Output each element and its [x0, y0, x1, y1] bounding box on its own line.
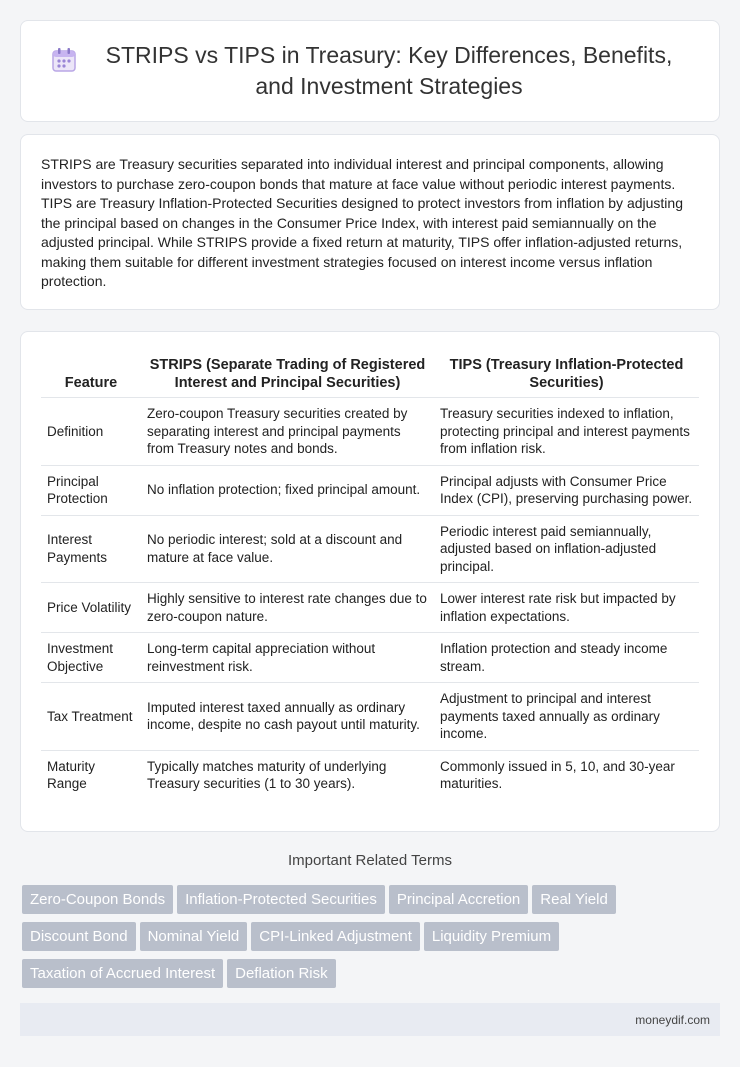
row-strips: No periodic interest; sold at a discount and mature at face value. — [141, 515, 434, 583]
related-term-tag[interactable]: Discount Bond — [22, 922, 136, 951]
row-tips: Inflation protection and steady income stream. — [434, 633, 699, 683]
row-tips: Lower interest rate risk but impacted by inflation expectations. — [434, 583, 699, 633]
footer — [20, 1003, 720, 1036]
row-feature: Investment Objective — [41, 633, 141, 683]
related-term-tag[interactable]: Real Yield — [532, 885, 616, 914]
row-tips: Periodic interest paid semiannually, adjusted based on inflation-adjusted principal. — [434, 515, 699, 583]
row-strips: Long-term capital appreciation without reinvestment risk. — [141, 633, 434, 683]
row-strips: Imputed interest taxed annually as ordinary income, despite no cash payout until maturity. — [141, 683, 434, 751]
comparison-table-card — [20, 331, 720, 832]
related-term-tag[interactable]: Zero-Coupon Bonds — [22, 885, 173, 914]
title-card — [20, 20, 720, 122]
intro-text: STRIPS are Treasury securities separated into individual interest and principal components, allowing investors to purchase zero-coupon bonds that mature at face value without periodic interest payments. TIPS are Treasury Inflation-Protected Securities designed to protect investors from inflation by adjusting the principal based on changes in the Consumer Price Index, with interest paid semiannually on the adjusted principal. While STRIPS provide a fixed return at maturity, TIPS offer inflation-adjusted returns, making them suitable for different investment strategies focused on interest income versus inflation protection. — [41, 156, 683, 289]
table-row — [41, 465, 699, 515]
related-terms-list — [22, 885, 722, 996]
row-feature: Tax Treatment — [41, 683, 141, 751]
row-strips: Highly sensitive to interest rate changes due to zero-coupon nature. — [141, 583, 434, 633]
footer-site-link[interactable]: moneydif.com — [635, 1013, 710, 1027]
related-term-tag[interactable]: Liquidity Premium — [424, 922, 559, 951]
table-row — [41, 683, 699, 751]
related-term-tag[interactable]: Nominal Yield — [140, 922, 248, 951]
row-strips: No inflation protection; fixed principal amount. — [141, 465, 434, 515]
row-strips: Typically matches maturity of underlying Treasury securities (1 to 30 years). — [141, 750, 434, 800]
comparison-table — [41, 354, 699, 800]
row-tips: Commonly issued in 5, 10, and 30-year maturities. — [434, 750, 699, 800]
row-tips: Treasury securities indexed to inflation, protecting principal and interest payments from inflation risk. — [434, 398, 699, 466]
row-tips: Adjustment to principal and interest payments taxed annually as ordinary income. — [434, 683, 699, 751]
table-row — [41, 750, 699, 800]
row-feature: Interest Payments — [41, 515, 141, 583]
calendar-icon — [50, 46, 78, 74]
header-tips: TIPS (Treasury Inflation-Protected Securities) — [449, 357, 684, 391]
title-wrap — [50, 40, 690, 102]
related-terms-heading: Important Related Terms — [288, 852, 452, 869]
row-feature: Maturity Range — [41, 750, 141, 800]
header-feature: Feature — [64, 375, 118, 391]
page-title: STRIPS vs TIPS in Treasury: Key Differences, Benefits, and Investment Strategies — [105, 42, 673, 99]
related-term-tag[interactable]: Taxation of Accrued Interest — [22, 959, 223, 988]
row-strips: Zero-coupon Treasury securities created by separating interest and principal payments from Treasury notes and bonds. — [141, 398, 434, 466]
table-row — [41, 633, 699, 683]
related-term-tag[interactable]: CPI-Linked Adjustment — [251, 922, 420, 951]
table-row — [41, 515, 699, 583]
row-feature: Price Volatility — [41, 583, 141, 633]
related-term-tag[interactable]: Principal Accretion — [389, 885, 528, 914]
table-header-row — [41, 354, 699, 398]
related-term-tag[interactable]: Inflation-Protected Securities — [177, 885, 385, 914]
table-row — [41, 583, 699, 633]
header-strips: STRIPS (Separate Trading of Registered Interest and Principal Securities) — [149, 357, 426, 391]
intro-card — [20, 134, 720, 310]
related-term-tag[interactable]: Deflation Risk — [227, 959, 336, 988]
row-feature: Principal Protection — [41, 465, 141, 515]
row-feature: Definition — [41, 398, 141, 466]
table-row — [41, 398, 699, 466]
row-tips: Principal adjusts with Consumer Price Index (CPI), preserving purchasing power. — [434, 465, 699, 515]
